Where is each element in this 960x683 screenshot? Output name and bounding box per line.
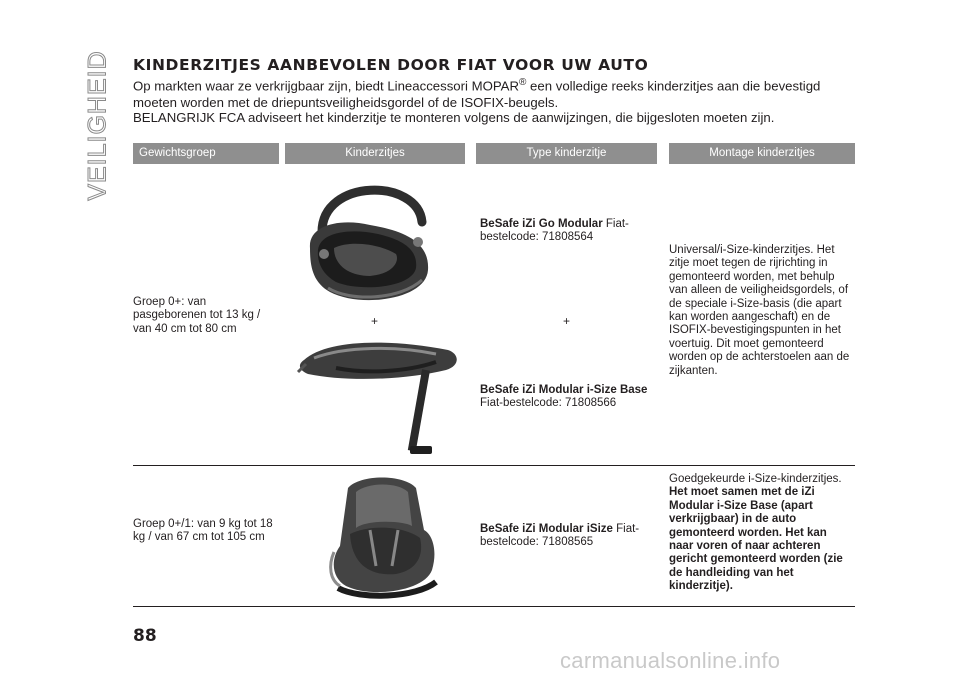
registered-mark: ® [519,77,527,88]
row1-seat-type [480,218,650,245]
row1-base-code: Fiat-bestelcode: 71808566 [480,397,617,410]
row-divider [133,465,855,466]
header-weight-group: Gewichtsgroep [133,143,279,164]
watermark: carmanualsonline.info [560,648,781,673]
row2-seat-name: BeSafe iZi Modular iSize [480,523,613,535]
section-label-text: VEILIGHEID [83,49,112,201]
isofix-base-image [296,334,466,462]
row2-seat-code: Fiat-bestelcode: 71808565 [480,523,640,549]
row1-seat-name: BeSafe iZi Go Modular [480,218,603,230]
row2-mounting-bold: Het moet samen met de iZi Modular i-Size Base (apart verkrijgbaar) in de auto gemonteerd worden. Het kan naar voren of naar achteren gericht gemonteerd worden (zie de handleiding van het kinderzitje). [669,486,843,593]
important-note: BELANGRIJK FCA adviseert het kinderzitje te monteren volgens de aanwijzingen, die bijgesloten moeten zijn. [133,110,775,125]
intro-text-start: Op markten waar ze verkrijgbaar zijn, biedt Lineaccessori MOPAR [133,78,520,94]
row2-mounting [669,473,849,594]
row1-plus-right: + [563,314,571,328]
row1-weight-group: Groep 0+: van pasgeborenen tot 13 kg / van 40 cm tot 80 cm [133,296,261,335]
toddler-seat-image [320,470,446,602]
section-side-label [83,49,112,201]
header-child-seats: Kinderzitjes [285,143,465,164]
table-bottom-rule [133,606,855,607]
infant-carrier-image [300,170,436,312]
row1-base-type [480,384,660,411]
page-title: KINDERZITJES AANBEVOLEN DOOR FIAT VOOR UW AUTO [133,56,649,74]
row1-seat-code: Fiat-bestelcode: 71808564 [480,218,629,244]
intro-text-end: een volledige reeks kinderzitjes aan die bevestigd moeten worden met de driepuntsveiligheidsgordel of de ISOFIX-beugels. [133,78,821,111]
row2-weight-group: Groep 0+/1: van 9 kg tot 18 kg / van 67 cm tot 105 cm [133,518,273,544]
row1-plus-left: + [371,314,379,328]
row1-mounting: Universal/i-Size-kinderzitjes. Het zitje moet tegen de rijrichting in gemonteerd worden, met behulp van alleen de veiligheidsgordels, of de speciale i-Size-basis (die apart kan worden aangeschaft) en de ISOFIX-bevestigingspunten in het voertuig. Dit moet gemonteerd worden op de achterstoelen aan de zijkanten. [669,244,850,377]
header-mounting: Montage kinderzitjes [669,143,855,164]
page-number: 88 [133,626,157,646]
row2-mounting-intro: Goedgekeurde i-Size-kinderzitjes. [669,473,842,485]
row2-seat-type [480,523,650,550]
row1-base-name: BeSafe iZi Modular i-Size Base [480,384,648,396]
intro-paragraph [133,74,863,111]
header-seat-type: Type kinderzitje [476,143,657,164]
